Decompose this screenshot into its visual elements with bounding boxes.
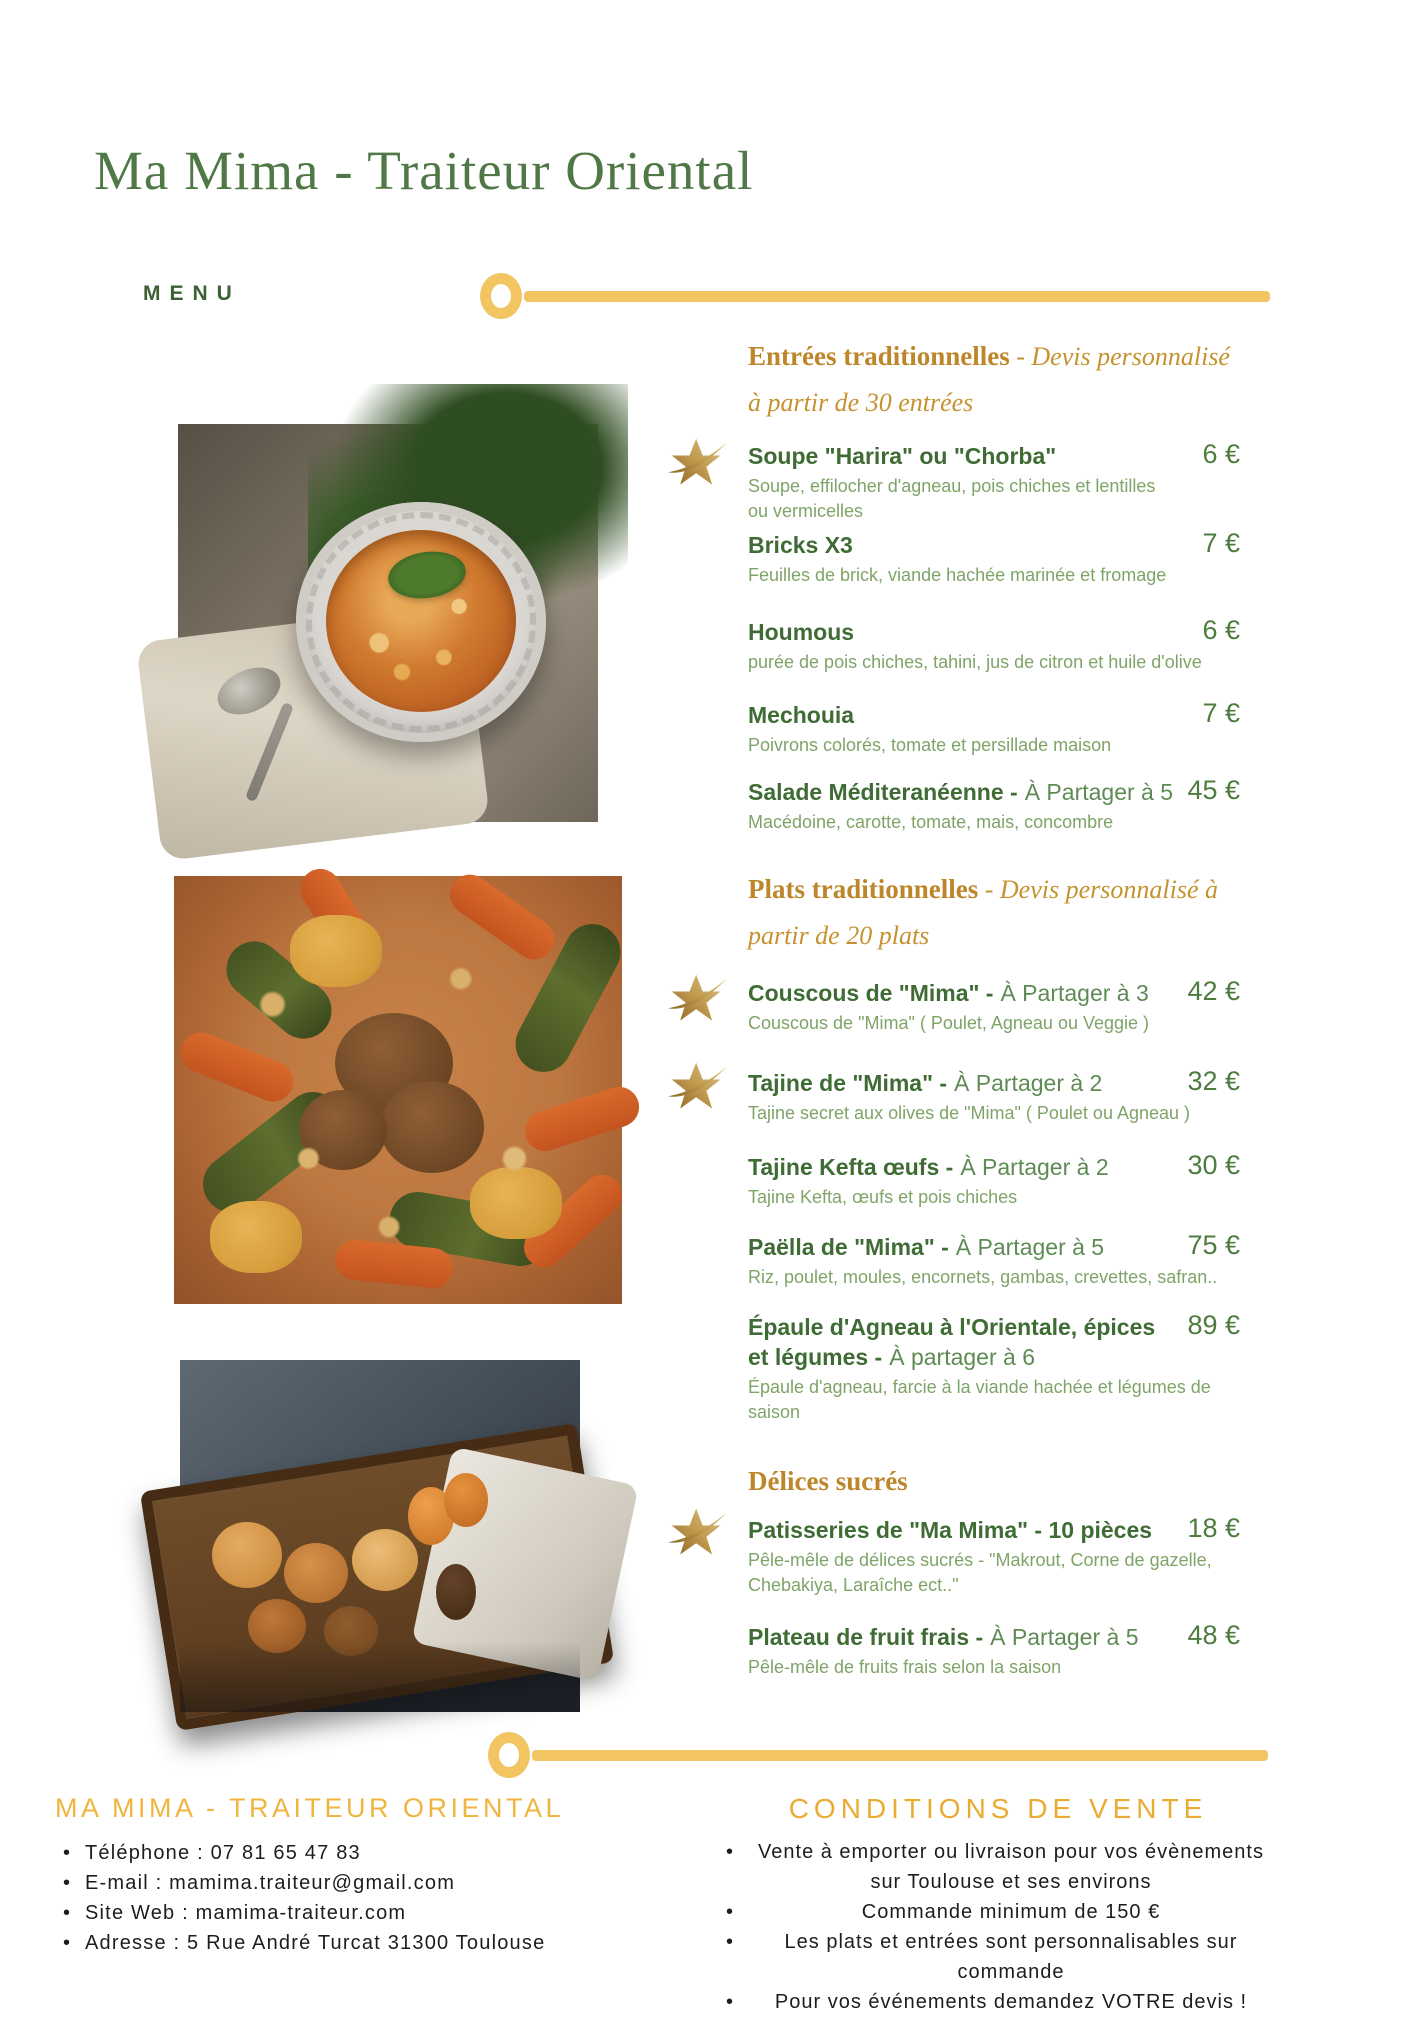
item-name: Couscous de "Mima" - À Partager à 3 [748, 980, 1149, 1006]
menu-item [748, 700, 1240, 758]
footer-conditions [716, 1793, 1280, 2017]
menu-item [748, 530, 1240, 588]
section-subtitle-line2: partir de 20 plats [748, 921, 930, 950]
item-price: 7 € [1202, 528, 1240, 558]
item-description: Tajine Kefta, œufs et pois chiches [748, 1187, 1018, 1207]
item-name: Tajine Kefta œufs - À Partager à 2 [748, 1154, 1109, 1180]
semolina-chickpeas [174, 876, 622, 1304]
item-price: 75 € [1187, 1230, 1240, 1260]
item-description: Pêle-mêle de fruits frais selon la saison [748, 1657, 1062, 1677]
menu-item [748, 441, 1240, 524]
item-price: 45 € [1187, 775, 1240, 805]
item-name: Tajine de "Mima" - À Partager à 2 [748, 1070, 1103, 1096]
item-description: Couscous de "Mima" ( Poulet, Agneau ou Veggie ) [748, 1013, 1150, 1033]
item-name: Paëlla de "Mima" - À Partager à 5 [748, 1234, 1105, 1260]
star-icon [668, 1060, 728, 1112]
item-name: Houmous [748, 619, 855, 645]
item-description: Macédoine, carotte, tomate, mais, concombre [748, 812, 1114, 832]
contact-item-phone: • Téléphone : 07 81 65 47 83 [55, 1838, 685, 1868]
section-header-delices [748, 1458, 1253, 1505]
conditions-list [716, 1837, 1280, 2017]
item-name: Plateau de fruit frais - À Partager à 5 [748, 1624, 1139, 1650]
item-description: Épaule d'agneau, farcie à la viande hachée et légumes de saison [748, 1377, 1211, 1422]
star-icon [668, 436, 728, 488]
page-title: Ma Mima - Traiteur Oriental [94, 140, 754, 201]
section-heading: Délices sucrés [748, 1466, 908, 1496]
menu-item [748, 1312, 1240, 1425]
menu-item [748, 1515, 1240, 1598]
section-subtitle: - Devis personnalisé [1009, 342, 1230, 371]
divider-line [532, 1750, 1268, 1761]
item-description: Soupe, effilocher d'agneau, pois chiches et lentilles ou vermicelles [748, 476, 1156, 521]
menu-item [748, 1152, 1240, 1210]
section-subtitle-line2: à partir de 30 entrées [748, 388, 974, 417]
footer-left-heading: MA MIMA - TRAITEUR ORIENTAL [55, 1793, 565, 1823]
soup-surface [326, 530, 516, 712]
item-price: 6 € [1202, 615, 1240, 645]
footer-contact [55, 1793, 685, 1958]
item-name: Mechouia [748, 702, 855, 728]
condition-item: • Pour vos événements demandez VOTRE devis ! [716, 1987, 1280, 2017]
star-icon [668, 972, 728, 1024]
item-price: 89 € [1187, 1310, 1240, 1340]
ring-icon [488, 1732, 530, 1778]
photo-shadow [180, 1642, 580, 1712]
soup-bowl [296, 502, 546, 742]
menu-item [748, 617, 1240, 675]
contact-item-website: • Site Web : mamima-traiteur.com [55, 1898, 685, 1928]
item-description: Tajine secret aux olives de "Mima" ( Poulet ou Agneau ) [748, 1103, 1191, 1123]
item-description: Poivrons colorés, tomate et persillade maison [748, 735, 1112, 755]
conditions-heading: CONDITIONS DE VENTE [788, 1793, 1208, 1824]
pastry [352, 1529, 418, 1591]
section-heading: Entrées traditionnelles [748, 341, 1010, 371]
pastry [284, 1543, 348, 1603]
section-heading: Plats traditionnelles [748, 874, 979, 904]
soup-photo [178, 424, 598, 822]
ring-icon [480, 273, 522, 319]
menu-item [748, 978, 1240, 1036]
condition-item: • Commande minimum de 150 € [716, 1897, 1280, 1927]
item-name: Épaule d'Agneau à l'Orientale, épices et légumes - À partager à 6 [748, 1314, 1156, 1370]
bottom-divider [488, 1732, 1268, 1778]
item-name: Soupe "Harira" ou "Chorba" [748, 443, 1057, 469]
item-description: Pêle-mêle de délices sucrés - "Makrout, Corne de gazelle, Chebakiya, Laraîche ect.." [748, 1550, 1212, 1595]
item-name: Patisseries de "Ma Mima" - 10 pièces [748, 1517, 1153, 1543]
item-name: Bricks X3 [748, 532, 853, 558]
item-price: 48 € [1187, 1620, 1240, 1650]
menu-item [748, 1232, 1240, 1290]
item-description: Riz, poulet, moules, encornets, gambas, crevettes, safran.. [748, 1267, 1218, 1287]
apricot [444, 1473, 488, 1527]
item-price: 7 € [1202, 698, 1240, 728]
pastry [212, 1522, 282, 1588]
pastries-photo [180, 1360, 580, 1712]
menu-item [748, 777, 1240, 835]
item-price: 6 € [1202, 439, 1240, 469]
item-description: Feuilles de brick, viande hachée marinée et fromage [748, 565, 1167, 585]
item-price: 42 € [1187, 976, 1240, 1006]
menu-item [748, 1622, 1240, 1680]
item-description: purée de pois chiches, tahini, jus de citron et huile d'olive [748, 652, 1202, 672]
item-price: 32 € [1187, 1066, 1240, 1096]
section-subtitle: - Devis personnalisé à [978, 875, 1218, 904]
section-header-plats [748, 866, 1253, 959]
divider-line [524, 291, 1270, 302]
condition-item: • Les plats et entrées sont personnalisables sur commande [716, 1927, 1280, 1987]
item-name: Salade Méditeranéenne - À Partager à 5 [748, 779, 1174, 805]
section-header-entrees [748, 333, 1253, 426]
star-icon [668, 1506, 728, 1558]
menu-label: MENU [143, 282, 241, 305]
contact-item-address: • Adresse : 5 Rue André Turcat 31300 Toulouse [55, 1928, 685, 1958]
item-price: 18 € [1187, 1513, 1240, 1543]
date-fruit [436, 1564, 476, 1620]
menu-item [748, 1068, 1240, 1126]
contact-list [55, 1838, 685, 1958]
contact-item-email: • E-mail : mamima.traiteur@gmail.com [55, 1868, 685, 1898]
condition-item: • Vente à emporter ou livraison pour vos évènements sur Toulouse et ses environs [716, 1837, 1280, 1897]
item-price: 30 € [1187, 1150, 1240, 1180]
top-divider [480, 273, 1270, 319]
couscous-photo [174, 876, 622, 1304]
